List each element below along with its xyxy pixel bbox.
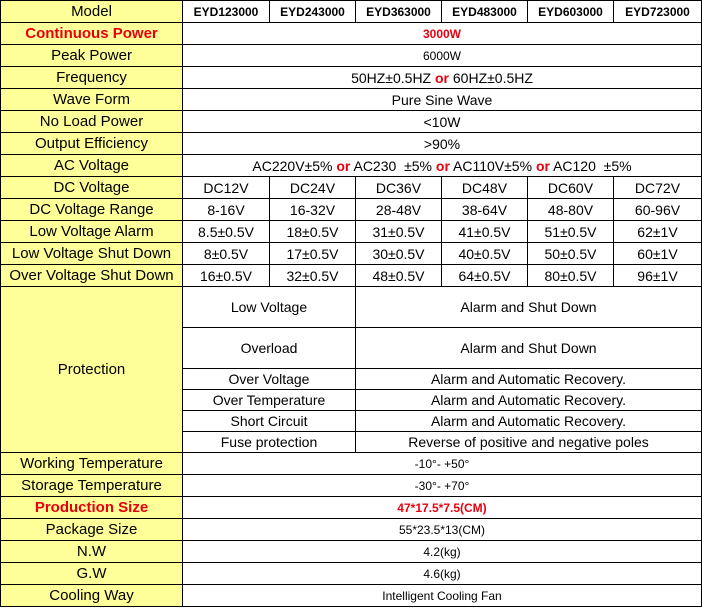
frequency-option: 50HZ±0.5HZ — [351, 69, 432, 86]
wave-form-value: Pure Sine Wave — [183, 89, 702, 111]
or-keyword: or — [435, 157, 450, 174]
over-voltage-shut-down-cell: 64±0.5V — [442, 265, 528, 287]
protection-item-action: Alarm and Shut Down — [356, 328, 702, 369]
low-voltage-shut-down-cell: 60±1V — [614, 243, 702, 265]
frequency-value — [183, 67, 702, 89]
output-efficiency-value: >90% — [183, 133, 702, 155]
gw-row — [1, 563, 702, 585]
or-keyword: or — [435, 69, 449, 86]
frequency-row — [1, 67, 702, 89]
low-voltage-shut-down-cell: 50±0.5V — [528, 243, 614, 265]
ac-voltage-option: AC120 ±5% — [553, 157, 632, 174]
over-voltage-shut-down-cell: 32±0.5V — [270, 265, 356, 287]
cooling-way-value: Intelligent Cooling Fan — [183, 585, 702, 607]
ac-voltage-option: AC220V±5% — [252, 157, 333, 174]
over-voltage-shut-down-cell: 96±1V — [614, 265, 702, 287]
frequency-option: 60HZ±0.5HZ — [452, 69, 533, 86]
cooling-way-row — [1, 585, 702, 607]
over-voltage-shut-down-cell: 80±0.5V — [528, 265, 614, 287]
over-voltage-shut-down-cell: 16±0.5V — [183, 265, 270, 287]
storage-temperature-row — [1, 475, 702, 497]
dc-voltage-range-cell: 16-32V — [270, 199, 356, 221]
ac-voltage-value — [183, 155, 702, 177]
low-voltage-alarm-cell: 8.5±0.5V — [183, 221, 270, 243]
low-voltage-alarm-cell: 51±0.5V — [528, 221, 614, 243]
peak-power-row — [1, 45, 702, 67]
dc-voltage-label: DC Voltage — [1, 177, 183, 199]
dc-voltage-range-cell: 48-80V — [528, 199, 614, 221]
storage-temperature-value: -30°- +70° — [183, 475, 702, 497]
dc-voltage-cell: DC12V — [183, 177, 270, 199]
low-voltage-alarm-cell: 41±0.5V — [442, 221, 528, 243]
ac-voltage-label: AC Voltage — [1, 155, 183, 177]
model-name: EYD723000 — [614, 1, 702, 23]
protection-item-name: Short Circuit — [183, 411, 356, 432]
low-voltage-alarm-cell: 31±0.5V — [356, 221, 442, 243]
model-name: EYD483000 — [442, 1, 528, 23]
protection-item-name: Low Voltage — [183, 287, 356, 328]
model-name: EYD243000 — [270, 1, 356, 23]
nw-value: 4.2(kg) — [183, 541, 702, 563]
protection-row — [1, 287, 702, 328]
model-label: Model — [1, 1, 183, 23]
ac-voltage-option: AC110V±5% — [453, 157, 533, 174]
no-load-power-value: <10W — [183, 111, 702, 133]
protection-item-action: Alarm and Automatic Recovery. — [356, 369, 702, 390]
dc-voltage-cell: DC72V — [614, 177, 702, 199]
gw-value: 4.6(kg) — [183, 563, 702, 585]
over-voltage-shut-down-row — [1, 265, 702, 287]
protection-item-action: Alarm and Automatic Recovery. — [356, 390, 702, 411]
gw-label: G.W — [1, 563, 183, 585]
nw-label: N.W — [1, 541, 183, 563]
protection-item-name: Over Voltage — [183, 369, 356, 390]
storage-temperature-label: Storage Temperature — [1, 475, 183, 497]
no-load-power-row — [1, 111, 702, 133]
wave-form-label: Wave Form — [1, 89, 183, 111]
production-size-row — [1, 497, 702, 519]
protection-item-name: Over Temperature — [183, 390, 356, 411]
header-row — [1, 1, 702, 23]
continuous-power-row — [1, 23, 702, 45]
low-voltage-shut-down-row — [1, 243, 702, 265]
low-voltage-shut-down-label: Low Voltage Shut Down — [1, 243, 183, 265]
protection-label: Protection — [1, 287, 183, 453]
no-load-power-label: No Load Power — [1, 111, 183, 133]
protection-item-action: Alarm and Automatic Recovery. — [356, 411, 702, 432]
output-efficiency-row — [1, 133, 702, 155]
protection-item-action: Reverse of positive and negative poles — [356, 432, 702, 453]
low-voltage-alarm-label: Low Voltage Alarm — [1, 221, 183, 243]
over-voltage-shut-down-label: Over Voltage Shut Down — [1, 265, 183, 287]
over-voltage-shut-down-cell: 48±0.5V — [356, 265, 442, 287]
package-size-label: Package Size — [1, 519, 183, 541]
low-voltage-shut-down-cell: 40±0.5V — [442, 243, 528, 265]
dc-voltage-row — [1, 177, 702, 199]
protection-item-action: Alarm and Shut Down — [356, 287, 702, 328]
low-voltage-alarm-cell: 18±0.5V — [270, 221, 356, 243]
wave-form-row — [1, 89, 702, 111]
ac-voltage-option: AC230 ±5% — [353, 157, 432, 174]
low-voltage-shut-down-cell: 30±0.5V — [356, 243, 442, 265]
or-keyword: or — [336, 157, 351, 174]
model-name: EYD123000 — [183, 1, 270, 23]
dc-voltage-range-cell: 60-96V — [614, 199, 702, 221]
output-efficiency-label: Output Efficiency — [1, 133, 183, 155]
dc-voltage-range-cell: 38-64V — [442, 199, 528, 221]
nw-row — [1, 541, 702, 563]
working-temperature-row — [1, 453, 702, 475]
package-size-value: 55*23.5*13(CM) — [183, 519, 702, 541]
dc-voltage-cell: DC48V — [442, 177, 528, 199]
low-voltage-shut-down-cell: 8±0.5V — [183, 243, 270, 265]
frequency-label: Frequency — [1, 67, 183, 89]
dc-voltage-cell: DC60V — [528, 177, 614, 199]
protection-item-name: Fuse protection — [183, 432, 356, 453]
production-size-label: Production Size — [1, 497, 183, 519]
protection-item-name: Overload — [183, 328, 356, 369]
continuous-power-label: Continuous Power — [1, 23, 183, 45]
peak-power-label: Peak Power — [1, 45, 183, 67]
low-voltage-alarm-cell: 62±1V — [614, 221, 702, 243]
dc-voltage-cell: DC24V — [270, 177, 356, 199]
package-size-row — [1, 519, 702, 541]
dc-voltage-range-label: DC Voltage Range — [1, 199, 183, 221]
working-temperature-label: Working Temperature — [1, 453, 183, 475]
cooling-way-label: Cooling Way — [1, 585, 183, 607]
dc-voltage-range-cell: 28-48V — [356, 199, 442, 221]
dc-voltage-range-row — [1, 199, 702, 221]
production-size-value: 47*17.5*7.5(CM) — [183, 497, 702, 519]
low-voltage-shut-down-cell: 17±0.5V — [270, 243, 356, 265]
working-temperature-value: -10°- +50° — [183, 453, 702, 475]
peak-power-value: 6000W — [183, 45, 702, 67]
model-name: EYD603000 — [528, 1, 614, 23]
model-name: EYD363000 — [356, 1, 442, 23]
dc-voltage-range-cell: 8-16V — [183, 199, 270, 221]
dc-voltage-cell: DC36V — [356, 177, 442, 199]
continuous-power-value: 3000W — [183, 23, 702, 45]
or-keyword: or — [535, 157, 550, 174]
low-voltage-alarm-row — [1, 221, 702, 243]
ac-voltage-row — [1, 155, 702, 177]
